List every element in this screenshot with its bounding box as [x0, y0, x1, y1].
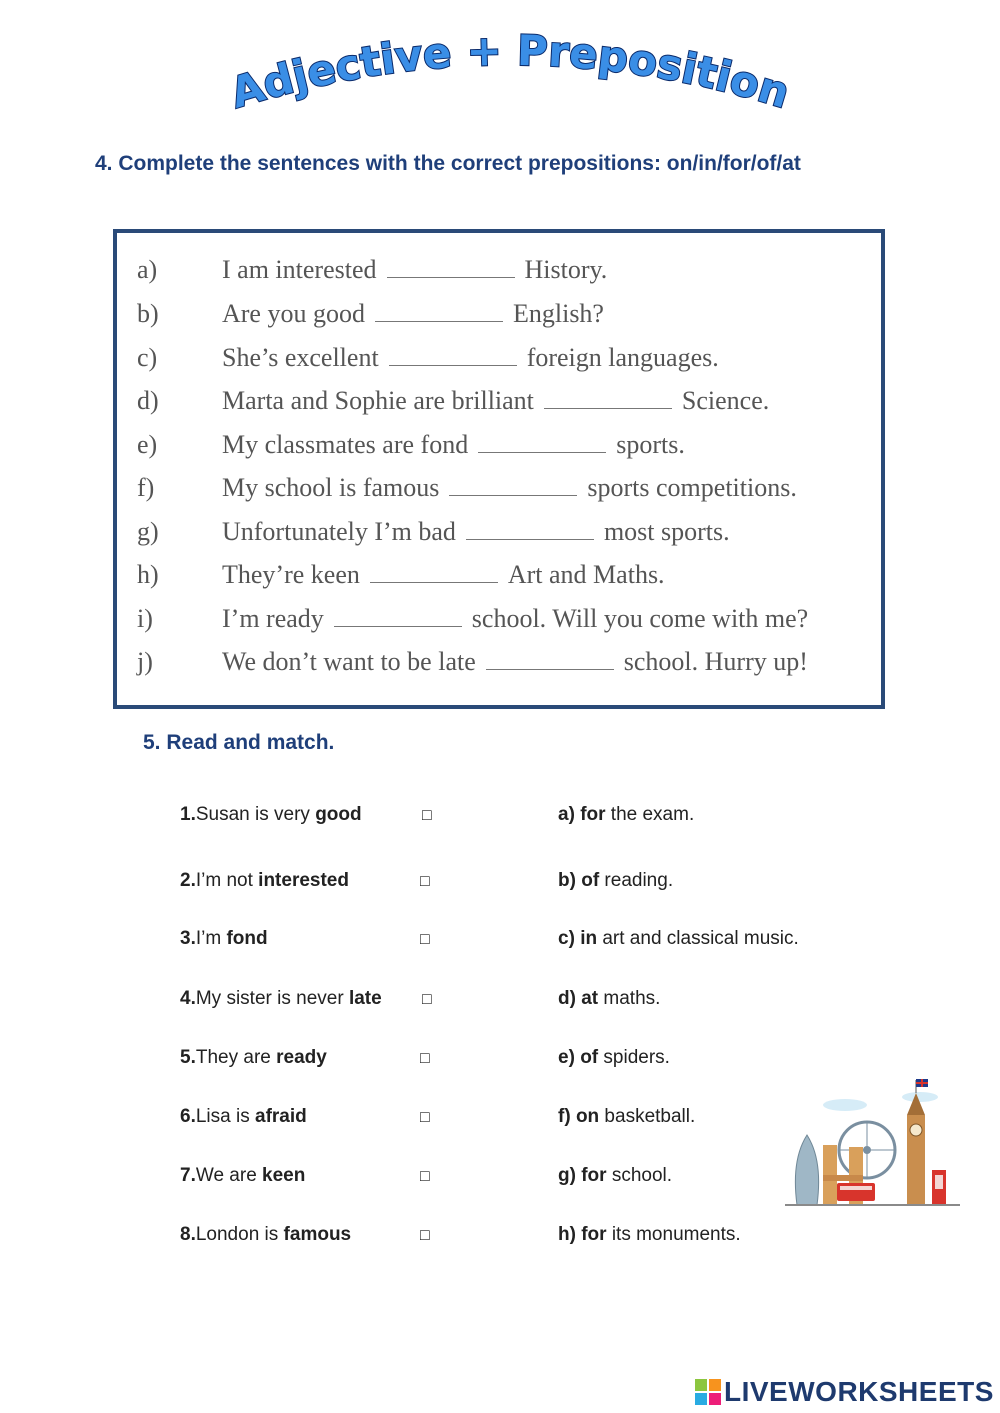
option-rest: its monuments. — [606, 1224, 741, 1245]
item-adjective: interested — [258, 870, 349, 891]
item-number: 7. — [180, 1165, 196, 1186]
item-adjective: fond — [226, 928, 268, 949]
page-title — [224, 25, 796, 118]
exercise-5-heading: 5. Read and match. — [143, 731, 335, 754]
sentence-after: English? — [512, 299, 604, 328]
match-row — [0, 1224, 1000, 1254]
match-checkbox[interactable]: □ — [422, 807, 432, 824]
answer-blank[interactable] — [466, 519, 594, 540]
item-number: 2. — [180, 870, 196, 891]
item-adjective: keen — [262, 1165, 306, 1186]
option-preposition: in — [580, 928, 598, 949]
answer-blank[interactable] — [375, 301, 503, 322]
option-rest: reading. — [599, 870, 674, 891]
sentence-letter: f) — [137, 473, 155, 502]
option-letter: d) — [558, 988, 576, 1009]
sentence-before: Are you good — [222, 299, 365, 328]
match-checkbox[interactable]: □ — [420, 873, 430, 890]
sentence-letter: h) — [137, 560, 159, 589]
item-adjective: good — [315, 804, 362, 825]
match-checkbox[interactable]: □ — [420, 931, 430, 948]
sentence-after: Science. — [681, 386, 770, 415]
item-number: 1. — [180, 804, 196, 825]
answer-blank[interactable] — [334, 606, 462, 627]
liveworksheets-logo-icon — [695, 1379, 721, 1405]
item-number: 3. — [180, 928, 196, 949]
item-text: Susan is very — [195, 804, 316, 825]
sentence-before: Unfortunately I’m bad — [222, 517, 456, 546]
option-preposition: of — [580, 1047, 599, 1068]
item-adjective: afraid — [255, 1106, 307, 1127]
answer-blank[interactable] — [478, 432, 606, 453]
sentence-letter: g) — [137, 517, 159, 546]
sentence-before: They’re keen — [222, 560, 360, 589]
answer-blank[interactable] — [370, 562, 498, 583]
option-letter: e) — [558, 1047, 575, 1068]
option-letter: g) — [558, 1165, 576, 1186]
sentence-letter: b) — [137, 299, 159, 328]
option-rest: spiders. — [598, 1047, 670, 1068]
option-rest: school. — [606, 1165, 673, 1186]
match-row — [0, 928, 1000, 958]
item-text: They are — [195, 1047, 277, 1068]
sentence-after: History. — [524, 255, 608, 284]
sentence-before: She’s excellent — [222, 343, 379, 372]
match-row — [0, 804, 1000, 834]
option-rest: art and classical music. — [597, 928, 799, 949]
option-preposition: on — [575, 1106, 600, 1127]
exercise-4-box — [113, 229, 885, 709]
answer-blank[interactable] — [449, 475, 577, 496]
option-letter: f) — [558, 1106, 571, 1127]
option-letter: b) — [558, 870, 576, 891]
item-adjective: ready — [276, 1047, 327, 1068]
sentence-after: sports competitions. — [587, 473, 797, 502]
sentence-after: foreign languages. — [526, 343, 719, 372]
item-text: London is — [195, 1224, 284, 1245]
sentence-before: My school is famous — [222, 473, 440, 502]
sentence-before: I’m ready — [222, 604, 324, 633]
match-checkbox[interactable]: □ — [420, 1227, 430, 1244]
sentence-letter: c) — [137, 343, 158, 372]
option-letter: a) — [558, 804, 575, 825]
answer-blank[interactable] — [544, 388, 672, 409]
london-illustration — [785, 1075, 960, 1210]
sentence-letter: e) — [137, 430, 158, 459]
item-adjective: late — [348, 988, 382, 1009]
item-number: 4. — [180, 988, 196, 1009]
item-text: We are — [195, 1165, 263, 1186]
option-preposition: for — [581, 1224, 607, 1245]
sentence-letter: a) — [137, 255, 158, 284]
item-text: I’m not — [195, 870, 259, 891]
sentence-after: school. Hurry up! — [623, 647, 808, 676]
item-text: Lisa is — [195, 1106, 255, 1127]
match-checkbox[interactable]: □ — [420, 1168, 430, 1185]
sentence-after: sports. — [616, 430, 685, 459]
match-checkbox[interactable]: □ — [420, 1050, 430, 1067]
sentence-after: most sports. — [603, 517, 730, 546]
sentence-before: Marta and Sophie are brilliant — [222, 386, 534, 415]
item-text: I’m — [195, 928, 227, 949]
match-row — [0, 870, 1000, 900]
match-row — [0, 1047, 1000, 1077]
exercise-4-heading: 4. Complete the sentences with the correct prepositions: on/in/for/of/at — [95, 152, 801, 175]
sentence-letter: d) — [137, 386, 159, 415]
option-preposition: for — [580, 804, 606, 825]
option-letter: h) — [558, 1224, 576, 1245]
svg-text:Adjective + Preposition: Adjective + Preposition — [224, 25, 796, 118]
answer-blank[interactable] — [387, 257, 515, 278]
sentence-before: We don’t want to be late — [222, 647, 476, 676]
match-checkbox[interactable]: □ — [420, 1109, 430, 1126]
footer-brand — [695, 1375, 994, 1409]
option-rest: the exam. — [605, 804, 695, 825]
sentence-before: My classmates are fond — [222, 430, 469, 459]
option-preposition: for — [581, 1165, 607, 1186]
sentence-after: Art and Maths. — [507, 560, 665, 589]
match-row — [0, 988, 1000, 1018]
option-rest: maths. — [598, 988, 661, 1009]
item-number: 6. — [180, 1106, 196, 1127]
sentence-after: school. Will you come with me? — [471, 604, 809, 633]
sentence-before: I am interested — [222, 255, 377, 284]
item-number: 5. — [180, 1047, 196, 1068]
item-adjective: famous — [283, 1224, 352, 1245]
option-preposition: at — [581, 988, 599, 1009]
match-checkbox[interactable]: □ — [422, 991, 432, 1008]
sentence-letter: j) — [137, 647, 153, 676]
option-letter: c) — [558, 928, 575, 949]
answer-blank[interactable] — [389, 345, 517, 366]
footer-brand-text: LIVEWORKSHEETS — [724, 1376, 994, 1407]
answer-blank[interactable] — [486, 649, 614, 670]
item-text: My sister is never — [195, 988, 349, 1009]
option-preposition: of — [581, 870, 600, 891]
item-number: 8. — [180, 1224, 196, 1245]
option-rest: basketball. — [599, 1106, 696, 1127]
sentence-letter: i) — [137, 604, 153, 633]
